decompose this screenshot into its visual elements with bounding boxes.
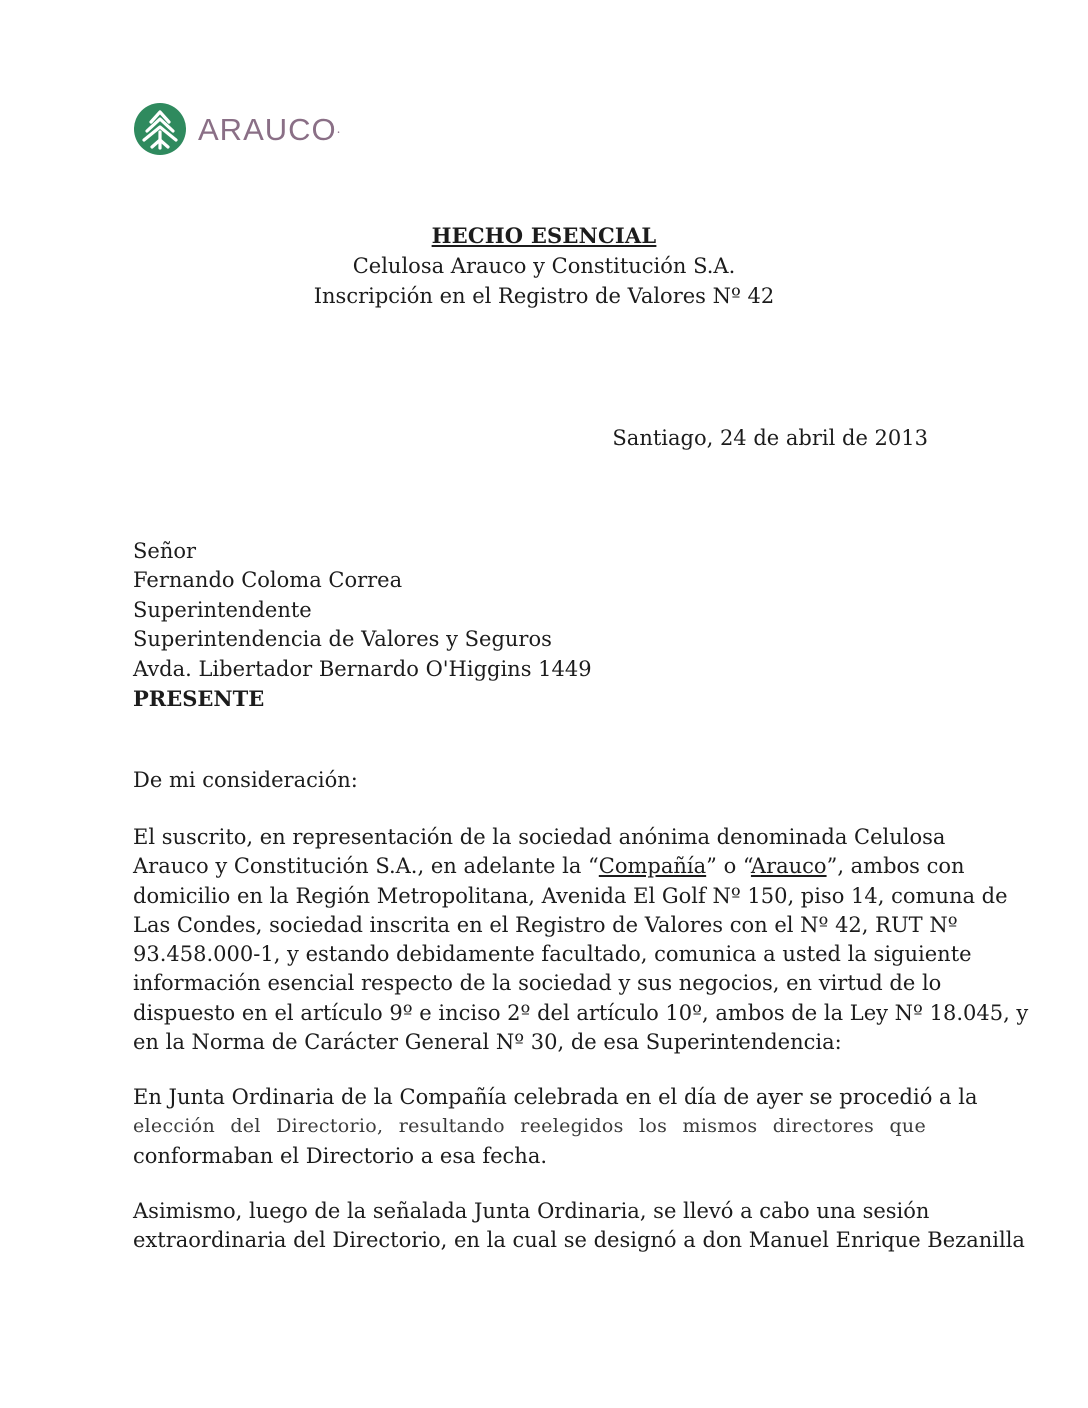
logo-wordmark: ARAUCO [198, 111, 337, 147]
addressee-block [133, 537, 592, 713]
paragraph-1 [133, 823, 1029, 1057]
document-title: HECHO ESENCIAL [431, 223, 657, 248]
paragraph-line: información esencial respecto de la sociedad y sus negocios, en virtud de lo [133, 971, 942, 996]
presente-label: PRESENTE [133, 686, 265, 712]
paragraph-3 [133, 1197, 1025, 1256]
company-name: Celulosa Arauco y Constitución S.A. [352, 254, 736, 278]
paragraph-line: conformaban el Directorio a esa fecha. [133, 1143, 548, 1168]
paragraph-line: extraordinaria del Directorio, en la cual se designó a don Manuel Enrique Bezanilla [133, 1228, 1025, 1253]
company-term: Compañía [598, 854, 707, 879]
paragraph-line: Asimismo, luego de la señalada Junta Ordinaria, se llevó a cabo una sesión [133, 1199, 930, 1223]
logo-trademark-dot: . [336, 122, 341, 136]
arauco-logo [132, 102, 340, 156]
paragraph-line: elección del Directorio, resultando reelegidos los mismos directores que [133, 1115, 926, 1138]
paragraph-line: domicilio en la Región Metropolitana, Avenida El Golf Nº 150, piso 14, comuna de [133, 883, 1008, 908]
salutation: Señor [133, 539, 197, 563]
paragraph-line: En Junta Ordinaria de la Compañía celebrada en el día de ayer se procedió a la [133, 1085, 978, 1109]
paragraph-line: El suscrito, en representación de la sociedad anónima denominada Celulosa [133, 825, 946, 849]
addressee-name: Fernando Coloma Correa [133, 568, 403, 593]
registry-line: Inscripción en el Registro de Valores Nº 42 [313, 284, 775, 308]
paragraph-line: Arauco y Constitución S.A., en adelante la “Compañía” o “Arauco”, ambos con [133, 854, 965, 879]
addressee-institution: Superintendencia de Valores y Seguros [133, 627, 552, 652]
arauco-term: Arauco [750, 854, 827, 879]
tree-logo-icon [132, 102, 188, 156]
paragraph-line: en la Norma de Carácter General Nº 30, de esa Superintendencia: [133, 1030, 842, 1055]
paragraph-line: dispuesto en el artículo 9º e inciso 2º del artículo 10º, ambos de la Ley Nº 18.045, y [133, 1000, 1029, 1025]
addressee-address: Avda. Libertador Bernardo O'Higgins 1449 [133, 656, 592, 681]
paragraph-line: 93.458.000-1, y estando debidamente facultado, comunica a usted la siguiente [133, 942, 972, 967]
addressee-position: Superintendente [133, 597, 312, 622]
paragraph-2 [133, 1083, 978, 1171]
greeting: De mi consideración: [133, 768, 358, 792]
paragraph-line: Las Condes, sociedad inscrita en el Registro de Valores con el Nº 42, RUT Nº [133, 912, 958, 937]
letter-date: Santiago, 24 de abril de 2013 [612, 426, 928, 450]
